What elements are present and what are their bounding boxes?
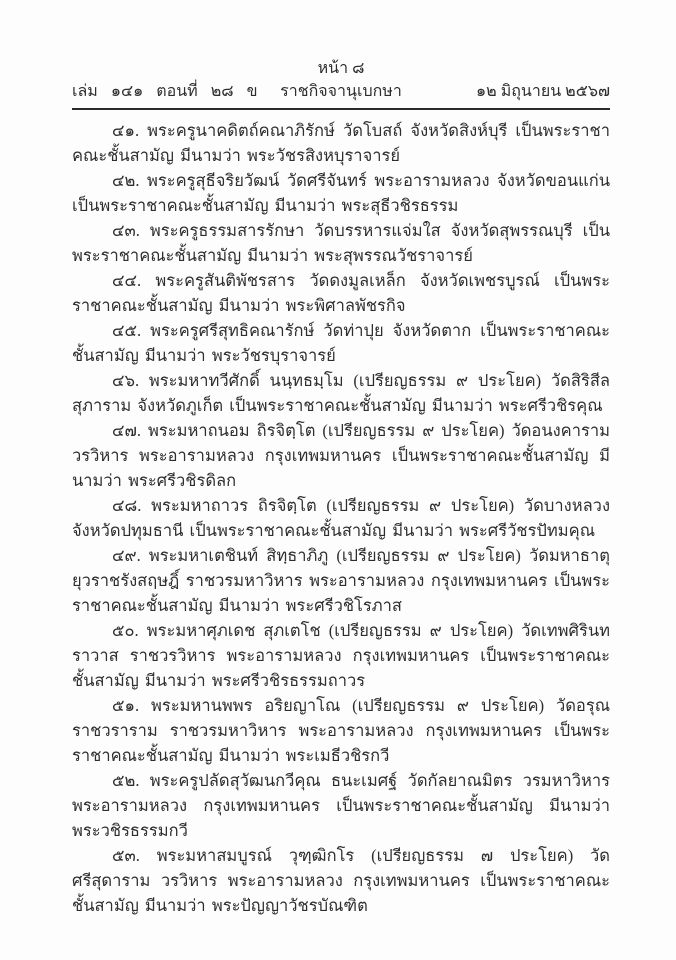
- entry-53: [72, 843, 610, 918]
- volume-part-label: เล่ม ๑๔๑ ตอนที่ ๒๘ ข: [72, 83, 258, 100]
- entry-text: พระมหาศุภเดช สุภเตโช (เปรียญธรรม ๙ ประโยค) วัดเทพศิรินทราวาส ราชวรวิหาร พระอารามหลวง กรุงเทพมหานคร เป็นพระราชาคณะชั้นสามัญ มีนามว่า พระศรีวชิรธรรมถาวร: [72, 621, 611, 690]
- entry-number: ๔๑.: [112, 121, 140, 140]
- entry-text: พระมหาทวีศักดิ์ นนฺทธมฺโม (เปรียญธรรม ๙ ประโยค) วัดสิริสีลสุภาราม จังหวัดภูเก็ต เป็นพระราชาคณะชั้นสามัญ มีนามว่า พระศรีวชิรคุณ: [72, 371, 611, 415]
- entry-47: [72, 418, 610, 493]
- entry-52: [72, 768, 610, 843]
- entry-number: ๔๔.: [112, 271, 142, 290]
- entry-text: พระครูสันติพัชรสาร วัดดงมูลเหล็ก จังหวัดเพชรบูรณ์ เป็นพระราชาคณะชั้นสามัญ มีนามว่า พระพิศาลพัชรกิจ: [72, 271, 611, 315]
- entry-45: [72, 318, 610, 368]
- entry-text: พระครูปลัดสุวัฒนกวีคุณ ธนะเมศฐ์ วัดกัลยาณมิตร วรมหาวิหาร พระอารามหลวง กรุงเทพมหานคร เป็นพระราชาคณะชั้นสามัญ มีนามว่า พระวชิรธรรมกวี: [72, 771, 611, 840]
- entry-number: ๔๙.: [112, 546, 141, 565]
- entry-number: ๔๓.: [112, 221, 140, 240]
- entry-number: ๔๖.: [112, 371, 140, 390]
- entry-text: พระมหานพพร อริยญาโณ (เปรียญธรรม ๙ ประโยค) วัดอรุณราชวราราม ราชวรมหาวิหาร พระอารามหลวง กรุงเทพมหานคร เป็นพระราชาคณะชั้นสามัญ มีนามว่า พระเมธีวชิรกวี: [72, 696, 611, 765]
- entry-text: พระครูศรีสุทธิคณารักษ์ วัดท่าปุย จังหวัดตาก เป็นพระราชาคณะชั้นสามัญ มีนามว่า พระวัชรบุราจารย์: [72, 321, 611, 365]
- entry-text: พระครูสุธีจริยวัฒน์ วัดศรีจันทร์ พระอารามหลวง จังหวัดขอนแก่น เป็นพระราชาคณะชั้นสามัญ มีนามว่า พระสุธีวชิรธรรม: [72, 171, 610, 215]
- entry-number: ๔๘.: [112, 496, 142, 515]
- entry-text: พระครูนาคดิตถ์คณาภิรักษ์ วัดโบสถ์ จังหวัดสิงห์บุรี เป็นพระราชาคณะชั้นสามัญ มีนามว่า พระวัชรสิงหบุราจารย์: [72, 121, 610, 165]
- entry-48: [72, 493, 610, 543]
- entry-number: ๕๐.: [112, 621, 139, 640]
- entry-50: [72, 618, 610, 693]
- entry-number: ๔๕.: [112, 321, 142, 340]
- document-page: [72, 58, 610, 918]
- entry-text: พระครูธรรมสารรักษา วัดบรรหารแจ่มใส จังหวัดสุพรรณบุรี เป็นพระราชาคณะชั้นสามัญ มีนามว่า พระสุพรรณวัชราจารย์: [72, 221, 610, 265]
- entry-43: [72, 218, 610, 268]
- entry-51: [72, 693, 610, 768]
- entry-46: [72, 368, 610, 418]
- entry-text: พระมหาถาวร ถิรจิตฺโต (เปรียญธรรม ๙ ประโยค) วัดบางหลวง จังหวัดปทุมธานี เป็นพระราชาคณะชั้นสามัญ มีนามว่า พระศรีวัชรปัทมคุณ: [72, 496, 611, 540]
- entry-text: พระมหาเตชินท์ สิทฺธาภิภู (เปรียญธรรม ๙ ประโยค) วัดมหาธาตุยุวราชรังสฤษฎิ์ ราชวรมหาวิหาร พระอารามหลวง กรุงเทพมหานคร เป็นพระราชาคณะชั้นสามัญ มีนามว่า พระศรีวชิโรภาส: [72, 546, 610, 615]
- entry-number: ๔๒.: [112, 171, 140, 190]
- entries-list: [72, 118, 610, 918]
- entry-text: พระมหาถนอม ถิรจิตฺโต (เปรียญธรรม ๙ ประโยค) วัดอนงคาราม วรวิหาร พระอารามหลวง กรุงเทพมหานคร เป็นพระราชาคณะชั้นสามัญ มีนามว่า พระศรีวชิรดิลก: [72, 421, 610, 490]
- entry-42: [72, 168, 610, 218]
- entry-44: [72, 268, 610, 318]
- entry-number: ๕๑.: [112, 696, 140, 715]
- gazette-header: [72, 80, 610, 110]
- entry-number: ๕๒.: [112, 771, 140, 790]
- page-number-label: หน้า ๘: [317, 60, 365, 77]
- issue-date: ๑๒ มิถุนายน ๒๕๖๗: [475, 83, 610, 100]
- entry-41: [72, 118, 610, 168]
- entry-number: ๔๗.: [112, 421, 142, 440]
- entry-text: พระมหาสมบูรณ์ วุฑฺฒิกโร (เปรียญธรรม ๗ ประโยค) วัดศรีสุดาราม วรวิหาร พระอารามหลวง กรุงเทพมหานคร เป็นพระราชาคณะชั้นสามัญ มีนามว่า พระปัญญาวัชรบัณฑิต: [72, 846, 610, 915]
- entry-number: ๕๓.: [112, 846, 140, 865]
- publication-title: ราชกิจจานุเบกษา: [280, 83, 402, 100]
- entry-49: [72, 543, 610, 618]
